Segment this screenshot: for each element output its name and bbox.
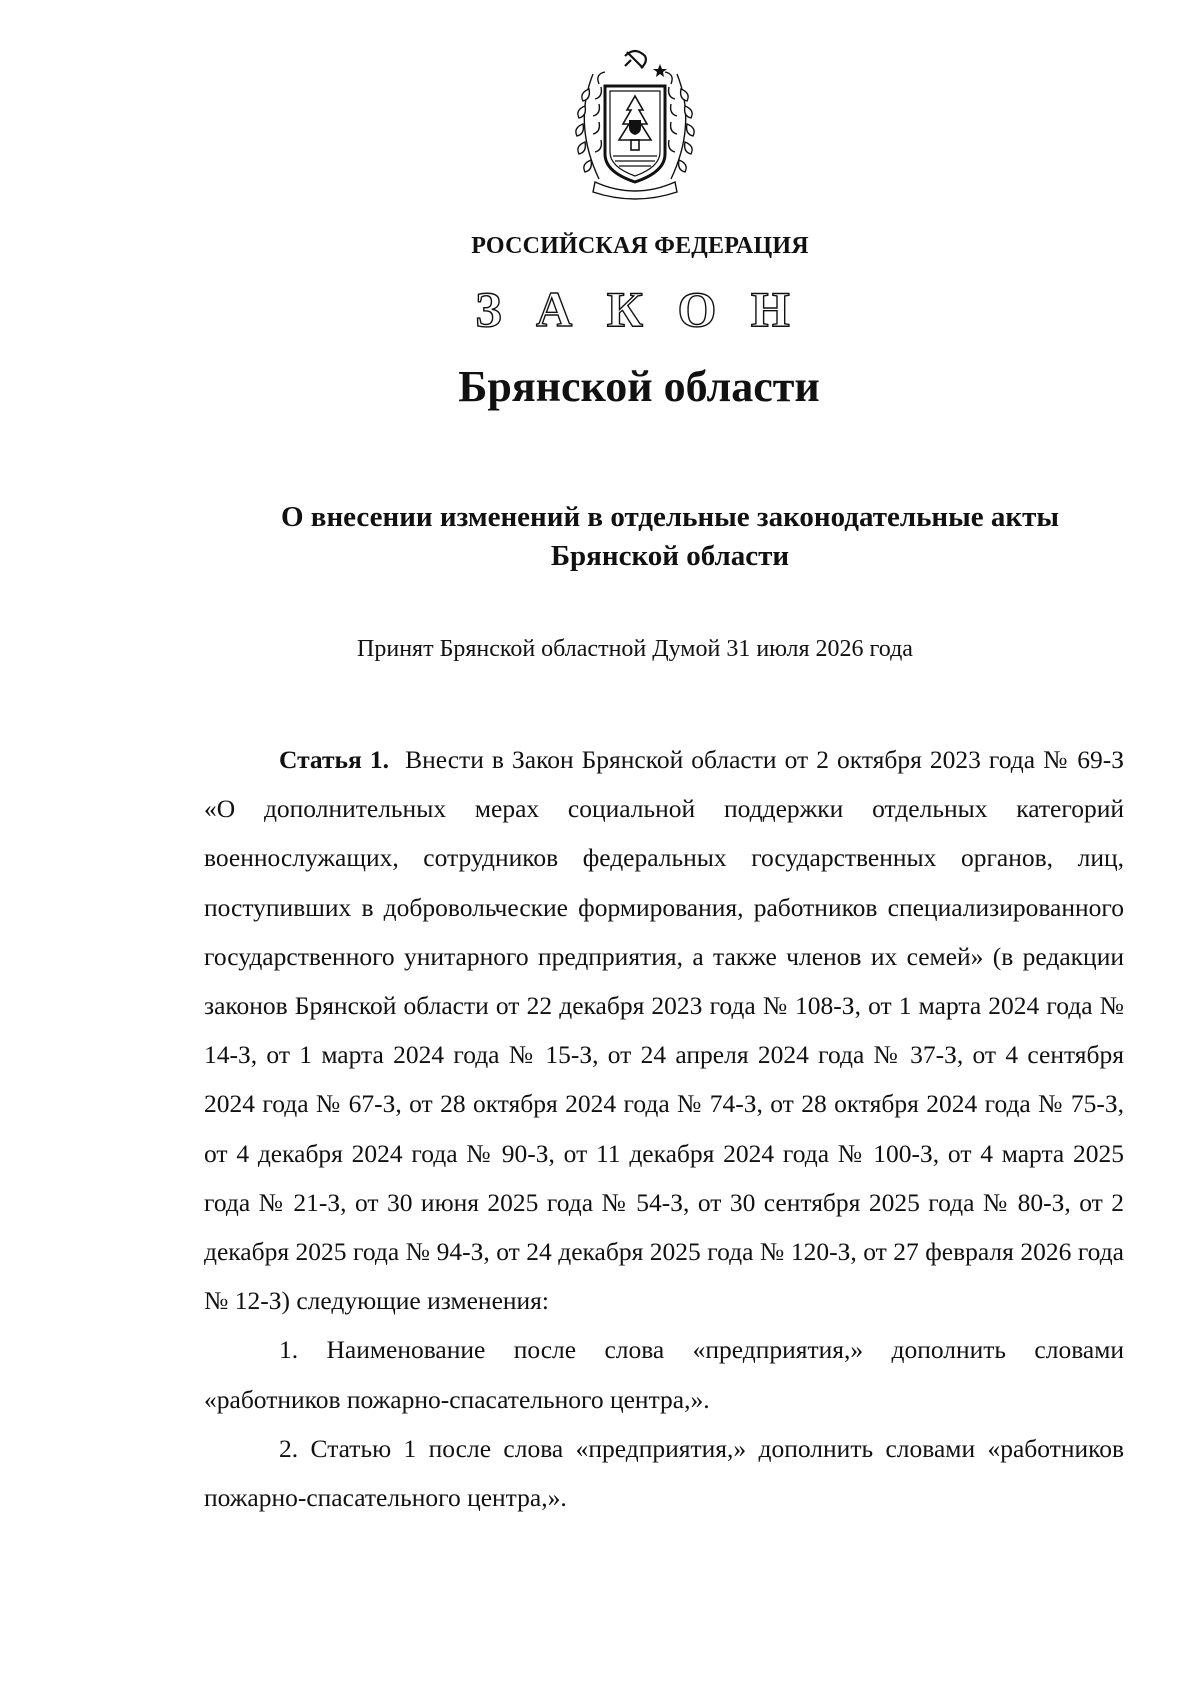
list-item-number: 1.	[279, 1335, 299, 1365]
document-title	[210, 498, 1130, 576]
list-item	[204, 1424, 1124, 1522]
law-heading: З А К О Н	[475, 281, 801, 337]
document-title-line-2: Брянской области	[550, 540, 790, 572]
list-item	[204, 1325, 1124, 1423]
list-item-number: 2.	[279, 1433, 299, 1463]
document-body	[204, 735, 1124, 1522]
article-1-label: Статья 1.	[279, 745, 389, 774]
adoption-line: Принят Брянской областной Думой 31 июля 2026 года	[357, 636, 913, 662]
article-1-text: Внести в Закон Брянской области от 2 октября 2023 года № 69-З «О дополнительных мерах социальной поддержки отдельных категорий военнослужащих, сотрудников федеральных государственных органов, лиц, поступивших в добровольческие формирования, работников специализированного государственного унитарного предприятия, а также членов их семей» (в редакции законов Брянской области от 22 декабря 2023 года № 108-З, от 1 марта 2024 года № 14-З, от 1 марта 2024 года № 15-З, от 24 апреля 2024 года № 37-З, от 4 сентября 2024 года № 67-З, от 28 октября 2024 года № 74-З, от 28 октября 2024 года № 75-З, от 4 декабря 2024 года № 90-З, от 11 декабря 2024 года № 100-З, от 4 марта 2025 года № 21-З, от 30 июня 2025 года № 54-З, от 30 сентября 2025 года № 80-З, от 2 декабря 2025 года № 94-З, от 24 декабря 2025 года № 120-З, от 27 февраля 2026 года № 12-З) следующие изменения:	[204, 745, 1124, 1316]
list-item-text: Наименование после слова «предприятия,» дополнить словами «работников пожарно-спасательного центра,».	[204, 1335, 1124, 1414]
document-title-line-1: О внесении изменений в отдельные законодательные акты	[281, 501, 1059, 533]
list-item-text: Статью 1 после слова «предприятия,» дополнить словами «работников пожарно-спасательного центра,».	[204, 1433, 1124, 1513]
coat-of-arms-icon	[565, 44, 705, 204]
region-heading: Брянской области	[458, 362, 820, 411]
country-heading: РОССИЙСКАЯ ФЕДЕРАЦИЯ	[471, 233, 809, 259]
article-1-paragraph	[204, 735, 1124, 1325]
